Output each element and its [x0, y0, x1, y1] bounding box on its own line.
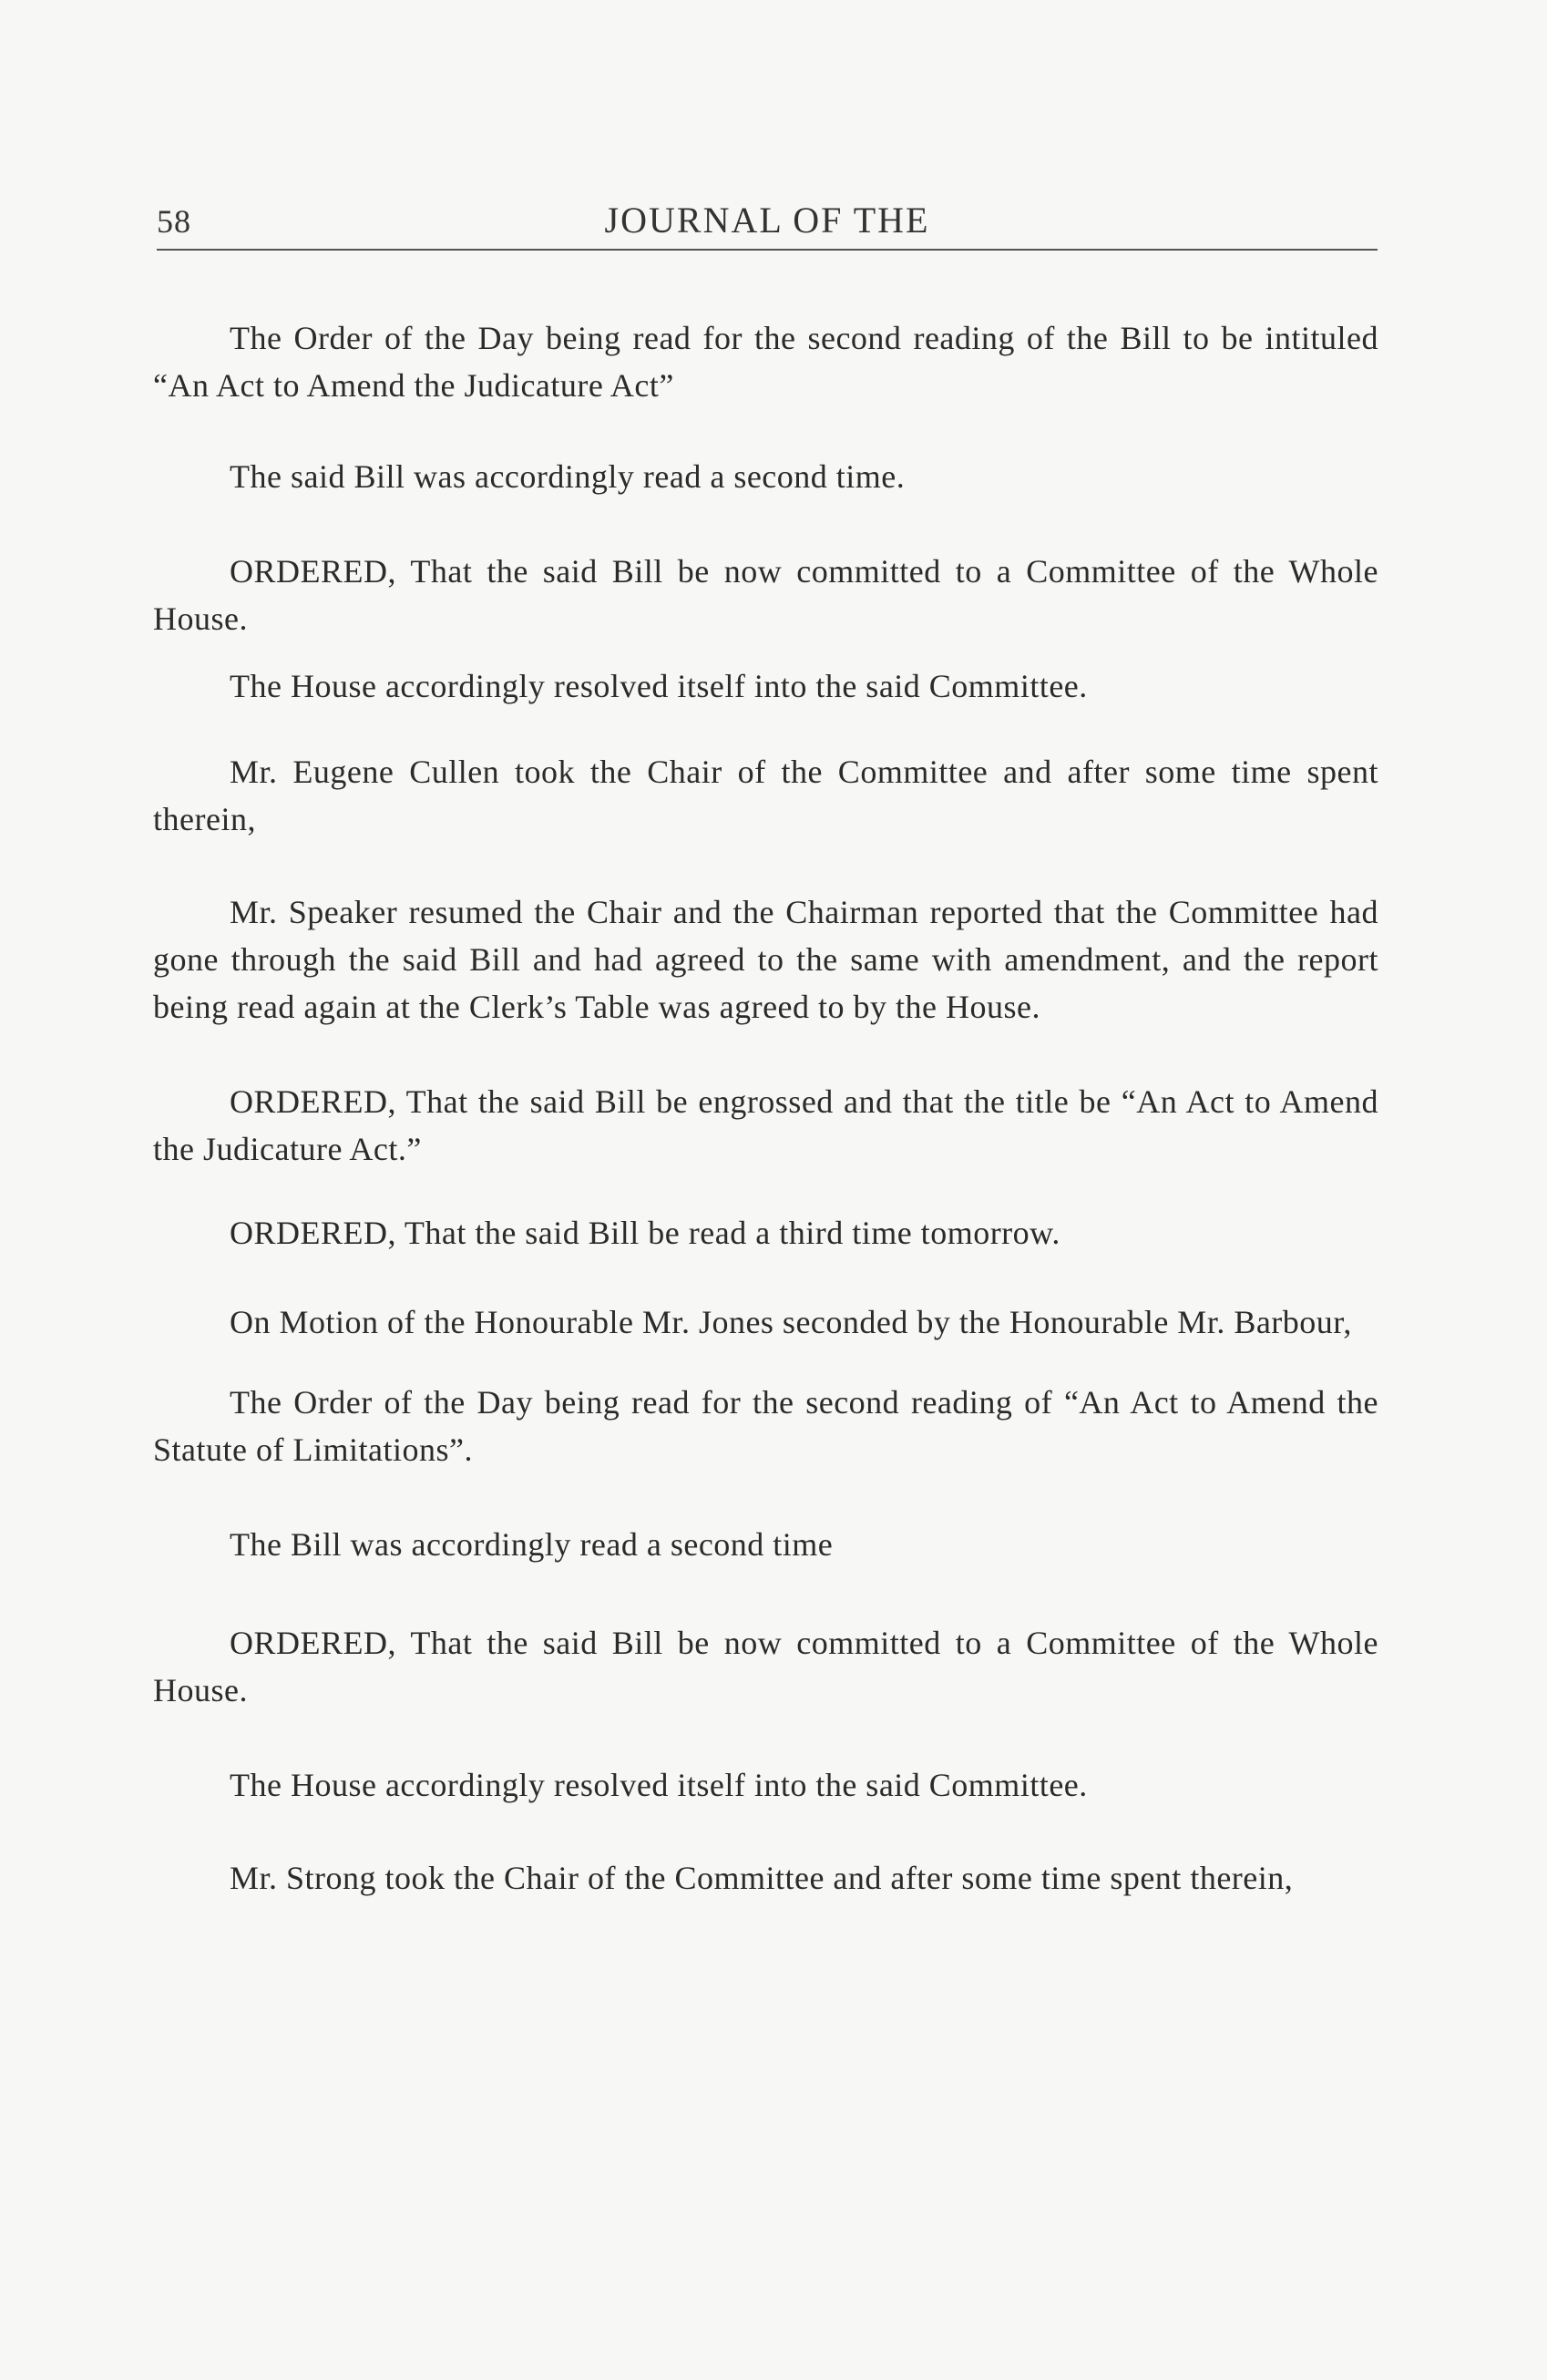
paragraph: On Motion of the Honourable Mr. Jones seconded by the Honourable Mr. Barbour,: [230, 1304, 1352, 1340]
running-head: [157, 199, 1378, 250]
paragraph: The Order of the Day being read for the second reading of “An Act to Amend the Statute of Limitations”.: [153, 1384, 1378, 1468]
paragraph: The Order of the Day being read for the second reading of the Bill to be intituled “An Act to Amend the Judicature Act”: [153, 320, 1378, 404]
paragraph: The said Bill was accordingly read a second time.: [230, 458, 906, 495]
journal-body: [153, 314, 1378, 1902]
paragraph: ORDERED, That the said Bill be read a third time tomorrow.: [230, 1215, 1060, 1251]
paragraph: The House accordingly resolved itself into the said Committee.: [230, 668, 1088, 704]
paragraph: The Bill was accordingly read a second time: [230, 1526, 834, 1563]
paragraph: Mr. Strong took the Chair of the Committee and after some time spent therein,: [230, 1860, 1294, 1896]
paragraph: Mr. Eugene Cullen took the Chair of the Committee and after some time spent therein,: [153, 754, 1378, 837]
paragraph: ORDERED, That the said Bill be now committed to a Committee of the Whole House.: [153, 553, 1378, 637]
paragraph: The House accordingly resolved itself into the said Committee.: [230, 1767, 1088, 1803]
paragraph: ORDERED, That the said Bill be now committed to a Committee of the Whole House.: [153, 1625, 1378, 1708]
journal-title: JOURNAL OF THE: [604, 200, 930, 241]
header-rule: [157, 249, 1378, 251]
page-number: 58: [157, 203, 191, 240]
paragraph: Mr. Speaker resumed the Chair and the Chairman reported that the Committee had gone through the said Bill and had agreed to the same with amendment, and the report being read again at the Clerk’s Table was agreed to by the House.: [153, 894, 1378, 1025]
paragraph: ORDERED, That the said Bill be engrossed and that the title be “An Act to Amend the Judicature Act.”: [153, 1083, 1378, 1167]
